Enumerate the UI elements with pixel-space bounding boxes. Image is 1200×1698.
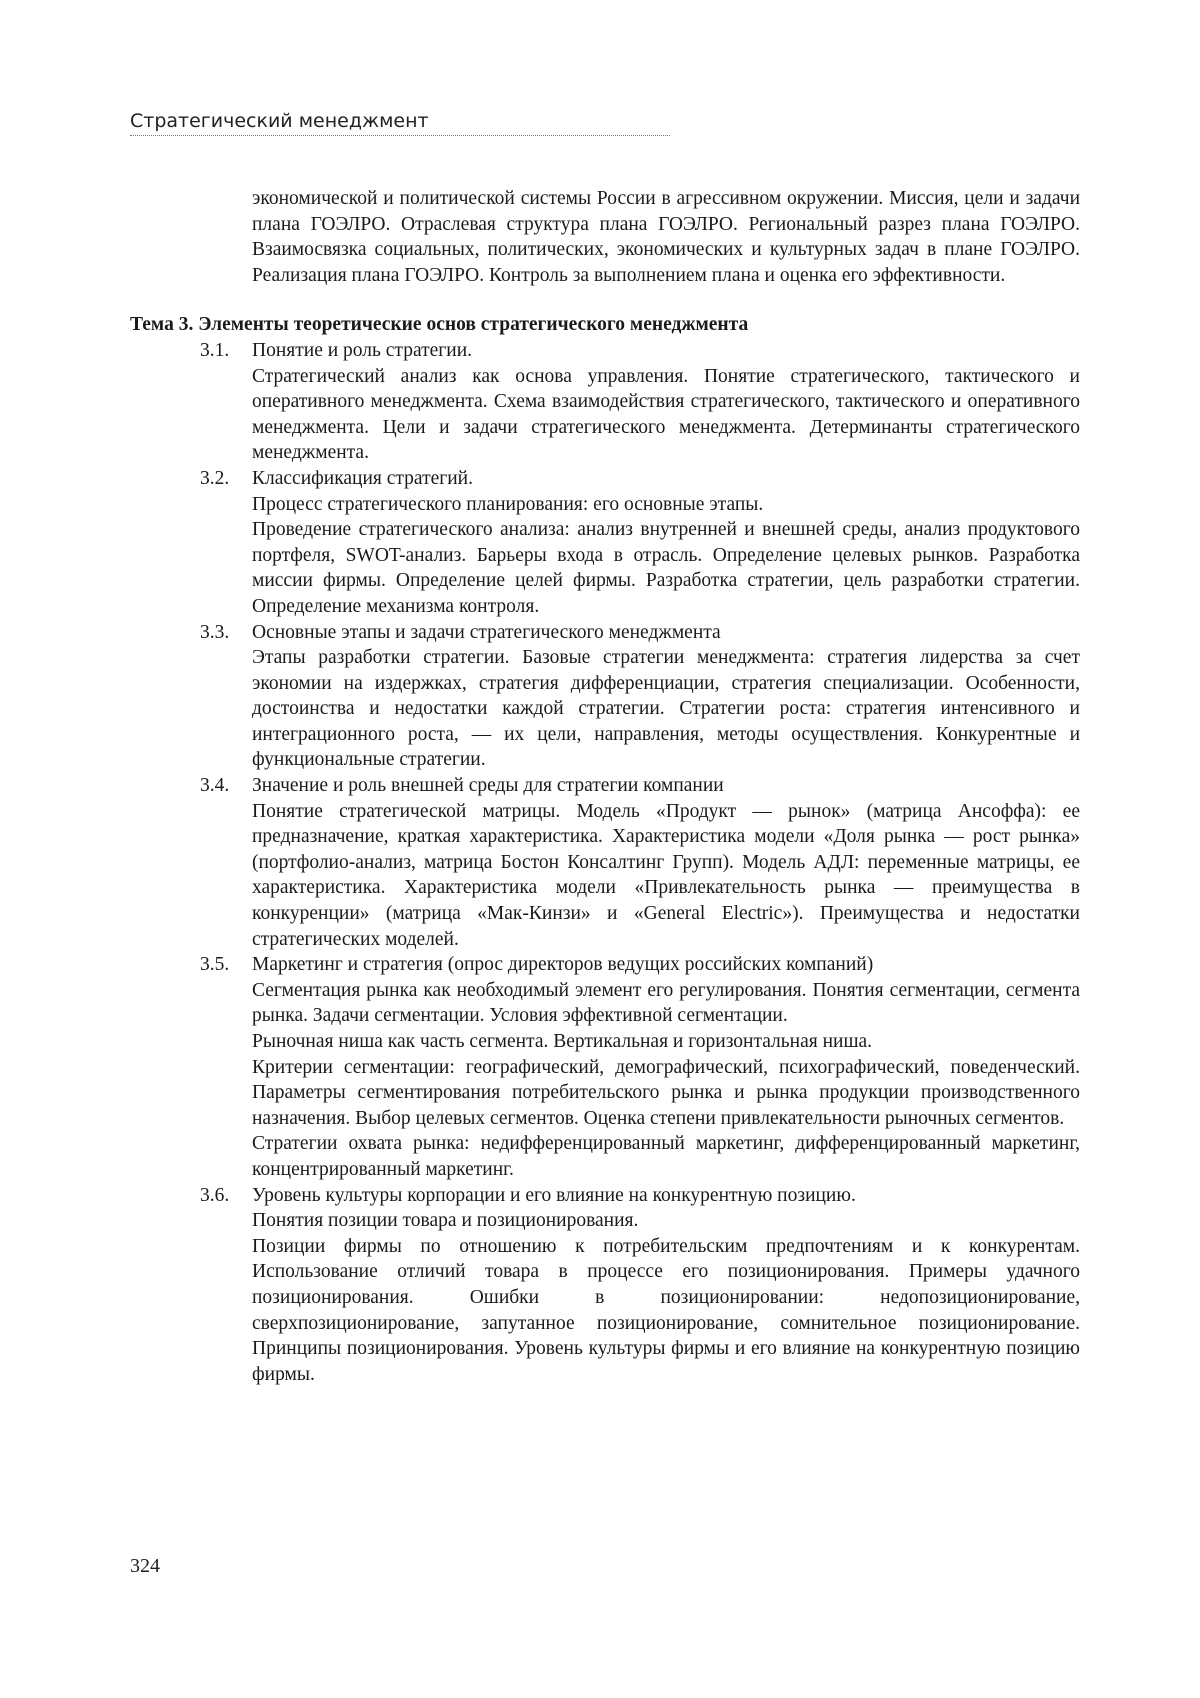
item-paragraph: Рыночная ниша как часть сегмента. Вертикальная и горизонтальная ниша. <box>252 1031 873 1052</box>
item-number-label: 3.1. <box>200 339 230 361</box>
page-body <box>130 186 1080 1387</box>
running-header: Стратегический менеджмент <box>130 110 670 136</box>
item-title: Понятие и роль стратегии. <box>252 339 473 361</box>
item-number <box>130 952 252 1182</box>
item-body <box>252 466 1080 620</box>
item-paragraph: Стратегии охвата рынка: недифференцированный маркетинг, дифференцированный маркетинг, концентрированный маркетинг. <box>252 1133 1080 1180</box>
item-body <box>252 338 1080 466</box>
item-body <box>252 952 1080 1182</box>
topic-item <box>130 773 1080 952</box>
topic-item <box>130 620 1080 774</box>
item-paragraph: Стратегический анализ как основа управления. Понятие стратегического, тактического и оперативного менеджмента. Схема взаимодействия стратегического, тактического и оперативного менеджмента. Цели и задачи стратегического менеджмента. Детерминанты стратегического менеджмента. <box>252 365 1080 464</box>
item-number-label: 3.6. <box>200 1184 230 1206</box>
item-number-label: 3.5. <box>200 954 230 976</box>
page-number: 324 <box>130 1555 160 1577</box>
item-number <box>130 466 252 620</box>
topic-item <box>130 952 1080 1182</box>
topic-items <box>130 338 1080 1387</box>
item-number-label: 3.3. <box>200 621 230 643</box>
topic-item <box>130 1183 1080 1388</box>
topic-item <box>130 466 1080 620</box>
topic-item <box>130 338 1080 466</box>
item-number <box>130 773 252 952</box>
item-number <box>130 1183 252 1388</box>
item-number <box>130 620 252 774</box>
item-title: Классификация стратегий. <box>252 467 473 489</box>
item-title: Значение и роль внешней среды для стратегии компании <box>252 775 724 797</box>
item-body <box>252 1183 1080 1388</box>
intro-text: экономической и политической системы России в агрессивном окружении. Миссия, цели и задачи плана ГОЭЛРО. Отраслевая структура плана ГОЭЛРО. Региональный разрез плана ГОЭЛРО. Взаимосвязка социальных, политических, экономических и культурных задач в плане ГОЭЛРО. Реализация плана ГОЭЛРО. Контроль за выполнением плана и оценка его эффективности. <box>252 188 1080 286</box>
item-body <box>252 620 1080 774</box>
item-paragraph: Этапы разработки стратегии. Базовые стратегии менеджмента: стратегия лидерства за счет экономии на издержках, стратегия дифференциации, стратегия специализации. Особенности, достоинства и недостатки каждой стратегии. Стратегии роста: стратегия интенсивного и интеграционного роста, — их цели, направления, методы осуществления. Конкурентные и функциональные стратегии. <box>252 647 1080 771</box>
item-title: Маркетинг и стратегия (опрос директоров ведущих российских компаний) <box>252 954 874 976</box>
item-title: Уровень культуры корпорации и его влияние на конкурентную позицию. <box>252 1184 856 1206</box>
item-number-label: 3.2. <box>200 467 230 489</box>
item-number-label: 3.4. <box>200 775 230 797</box>
intro-paragraph <box>252 186 1080 288</box>
item-number <box>130 338 252 466</box>
item-paragraph: Проведение стратегического анализа: анализ внутренней и внешней среды, анализ продуктового портфеля, SWOT-анализ. Барьеры входа в отрасль. Определение целевых рынков. Разработка миссии фирмы. Определение целей фирмы. Разработка стратегии, цель разработки стратегии. Определение механизма контроля. <box>252 519 1080 617</box>
item-paragraph: Критерии сегментации: географический, демографический, психографический, поведенческий. Параметры сегментирования потребительского рынка и рынка продукции производственного назначения. Выбор целевых сегментов. Оценка степени привлекательности рыночных сегментов. <box>252 1056 1080 1129</box>
topic-title: Тема 3. Элементы теоретические основ стратегического менеджмента <box>130 314 749 336</box>
item-paragraph: Позиции фирмы по отношению к потребительским предпочтениям и к конкурентам. Использование отличий товара в процессе его позиционирования. Примеры удачного позиционирования. Ошибки в позиционировании: недопозиционирование, сверхпозиционирование, запутанное позиционирование, сомнительное позиционирование. Принципы позиционирования. Уровень культуры фирмы и его влияние на конкурентную позицию фирмы. <box>252 1235 1080 1385</box>
item-paragraph: Понятия позиции товара и позиционирования. <box>252 1210 639 1232</box>
item-paragraph: Понятие стратегической матрицы. Модель «Продукт — рынок» (матрица Ансоффа): ее предназначение, краткая характеристика. Характеристика модели «Доля рынка — рост рынка» (портфолио-анализ, матрица Бостон Консалтинг Групп). Модель АДЛ: переменные матрицы, ее характеристика. Характеристика модели «Привлекательность рынка — преимущества в конкуренции» (матрица «Мак-Кинзи» и «General Electric»). Преимущества и недостатки стратегических моделей. <box>252 800 1080 950</box>
item-title: Основные этапы и задачи стратегического менеджмента <box>252 621 721 643</box>
item-body <box>252 773 1080 952</box>
item-paragraph: Сегментация рынка как необходимый элемент его регулирования. Понятия сегментации, сегмента рынка. Задачи сегментации. Условия эффективной сегментации. <box>252 979 1080 1027</box>
item-paragraph: Процесс стратегического планирования: его основные этапы. <box>252 493 764 515</box>
